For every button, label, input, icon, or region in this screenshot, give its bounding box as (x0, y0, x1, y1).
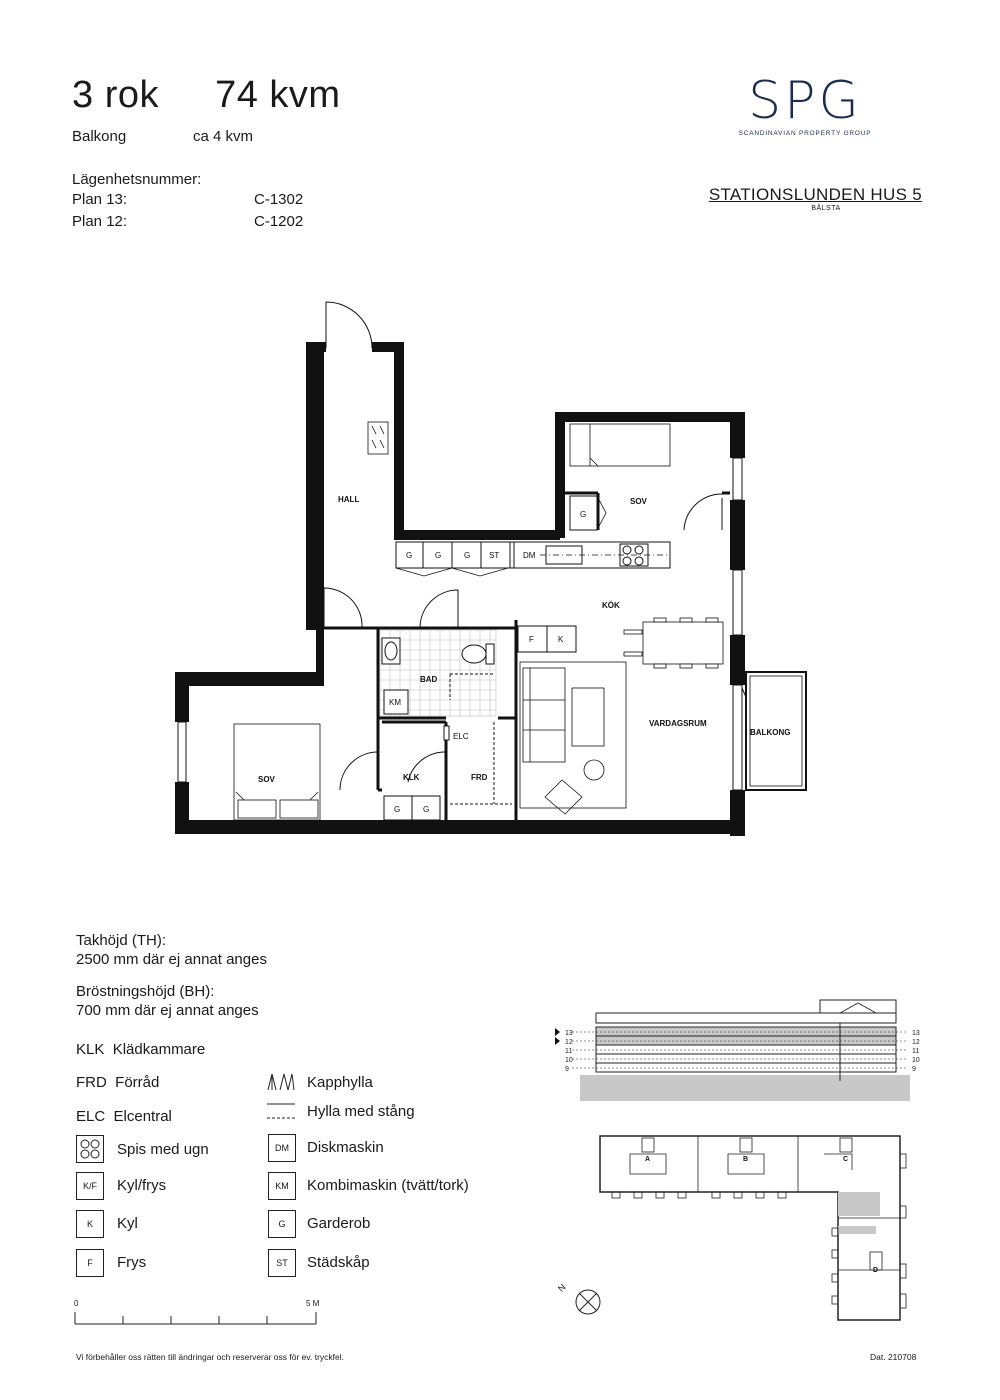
plan-13-number: C-1302 (254, 191, 304, 208)
north-label: N (555, 1281, 568, 1294)
balcony-label: Balkong (72, 128, 127, 145)
fridge-icon: K (76, 1210, 104, 1238)
label-frd: FRD (471, 773, 488, 782)
plan-12-label: Plan 12: (72, 213, 128, 230)
kitchen-north-wall (394, 530, 560, 540)
label-balkong: BALKONG (750, 728, 791, 737)
legend-kf-text: Kyl/frys (117, 1177, 167, 1194)
legend-dm-text: Diskmaskin (307, 1139, 384, 1156)
scale-bar (74, 1310, 320, 1326)
apartment-area: 74 kvm (215, 74, 341, 116)
rooms-count: 3 rok (72, 74, 159, 116)
section-diagram (550, 995, 930, 1107)
section-floor-10-left: 10 (565, 1057, 573, 1064)
label-klk: KLK (403, 773, 420, 782)
legend-elc (76, 1108, 172, 1125)
plan-13-label: Plan 13: (72, 191, 128, 208)
label-kok: KÖK (602, 601, 620, 610)
wardrobe-bedroom-top (570, 496, 606, 530)
label-g-sov: G (580, 510, 587, 519)
legend-stove-text: Spis med ugn (117, 1141, 209, 1158)
beds (234, 424, 670, 820)
label-hall: HALL (338, 495, 360, 504)
key-plan (590, 1130, 910, 1330)
washer-dryer-icon: KM (268, 1172, 296, 1200)
section-floor-12-right: 12 (912, 1039, 920, 1046)
scale-end: 5 M (306, 1299, 320, 1308)
label-g-3: G (464, 551, 471, 560)
legend-hylla-text: Hylla med stång (307, 1103, 415, 1120)
legend-k-text: Kyl (117, 1215, 138, 1232)
shelf-rod-icon (266, 1100, 296, 1122)
freezer-icon: F (76, 1249, 104, 1277)
ceiling-height-label: Takhöjd (TH): (76, 932, 167, 949)
bedroom-top-west-wall (555, 412, 565, 538)
stair-d: D (873, 1267, 879, 1274)
bedroom-left-north-wall (175, 672, 324, 686)
legend-g-text: Garderob (307, 1215, 371, 1232)
section-ground (580, 1075, 910, 1101)
living-furniture (520, 662, 626, 814)
apartment-number-label: Lägenhetsnummer: (72, 171, 202, 188)
section-floor-13-right: 13 (912, 1030, 920, 1037)
hall-east-wall (394, 342, 404, 538)
label-g-2: G (435, 551, 442, 560)
balcony-area: ca 4 kvm (193, 128, 254, 145)
stove-icon (76, 1135, 104, 1163)
label-g-klk-1: G (394, 805, 401, 814)
label-km: KM (389, 698, 401, 707)
stair-c: C (843, 1156, 849, 1163)
coat-rack (368, 422, 388, 454)
bedroom-left-north-step (316, 620, 324, 684)
east-wall-1 (730, 412, 745, 458)
label-st: ST (489, 551, 500, 560)
label-g-1: G (406, 551, 413, 560)
south-wall (175, 820, 745, 834)
project-location: BÅLSTA (811, 205, 841, 212)
label-vardagsrum: VARDAGSRUM (649, 719, 707, 728)
label-sov-left: SOV (258, 775, 275, 784)
bedroom-left-west-wall-2 (175, 782, 189, 834)
label-f: F (529, 635, 534, 644)
logo-mark: SPG (748, 71, 862, 131)
wardrobe-icon: G (268, 1210, 296, 1238)
ceiling-height-value: 2500 mm där ej annat anges (76, 951, 267, 968)
document-date: Dat. 210708 (870, 1352, 917, 1362)
hanger-rail-icon (266, 1070, 296, 1092)
legend-km-text: Kombimaskin (tvätt/tork) (307, 1177, 469, 1194)
cleaning-cabinet-icon: ST (268, 1249, 296, 1277)
east-wall-3 (730, 635, 745, 685)
stair-b: B (743, 1156, 749, 1163)
legend-klk (76, 1041, 205, 1058)
label-dm: DM (523, 551, 536, 560)
dishwasher-icon: DM (268, 1134, 296, 1162)
legend-klk-code: KLK (76, 1041, 105, 1058)
legend-klk-text: Klädkammare (112, 1041, 206, 1058)
hall-north-wall-left (306, 342, 326, 352)
legend-frd-code: FRD (76, 1074, 107, 1091)
section-floor-11-right: 11 (912, 1048, 920, 1055)
legend-st-text: Städskåp (307, 1254, 370, 1271)
legend-f-text: Frys (117, 1254, 147, 1271)
east-wall-2 (730, 500, 745, 570)
disclaimer: Vi förbehåller oss rätten till ändringar och reserverar oss för ev. tryckfel. (76, 1352, 345, 1362)
label-g-klk-2: G (423, 805, 430, 814)
north-arrow-icon (555, 1278, 611, 1320)
parapet-height-value: 700 mm där ej annat anges (76, 1002, 259, 1019)
fridge-freezer (518, 626, 576, 652)
stair-a: A (645, 1156, 651, 1163)
dining-table (624, 618, 723, 668)
hall-west-wall (306, 342, 324, 630)
parapet-height-label: Bröstningshöjd (BH): (76, 983, 215, 1000)
fridge-freezer-icon: K/F (76, 1172, 104, 1200)
logo-subtitle: SCANDINAVIAN PROPERTY GROUP (738, 130, 872, 137)
plan-12-number: C-1202 (254, 213, 304, 230)
walls (175, 342, 745, 836)
legend-frd-text: Förråd (115, 1074, 160, 1091)
label-elc: ELC (453, 732, 469, 741)
section-floor-9-right: 9 (912, 1066, 916, 1073)
legend-elc-text: Elcentral (113, 1108, 172, 1125)
closet-fixtures (384, 722, 512, 820)
section-floor-12-left: 12 (565, 1039, 573, 1046)
section-floor-10-right: 10 (912, 1057, 920, 1064)
bedroom-top-north-wall (555, 412, 745, 422)
floor-13-band (596, 1027, 896, 1036)
floor-12-band (596, 1036, 896, 1045)
section-floor-11-left: 11 (565, 1048, 573, 1055)
section-floor-9-left: 9 (565, 1066, 569, 1073)
legend-kapphylla-text: Kapphylla (307, 1074, 373, 1091)
label-k: K (558, 635, 564, 644)
scale-start: 0 (74, 1299, 79, 1308)
label-bad: BAD (420, 675, 438, 684)
legend-elc-code: ELC (76, 1108, 106, 1125)
legend-frd (76, 1074, 159, 1091)
project-name: STATIONSLUNDEN HUS 5 (708, 185, 922, 204)
highlighted-apartment (838, 1192, 880, 1216)
section-floor-13-left: 13 (565, 1030, 573, 1037)
label-sov-top: SOV (630, 497, 647, 506)
